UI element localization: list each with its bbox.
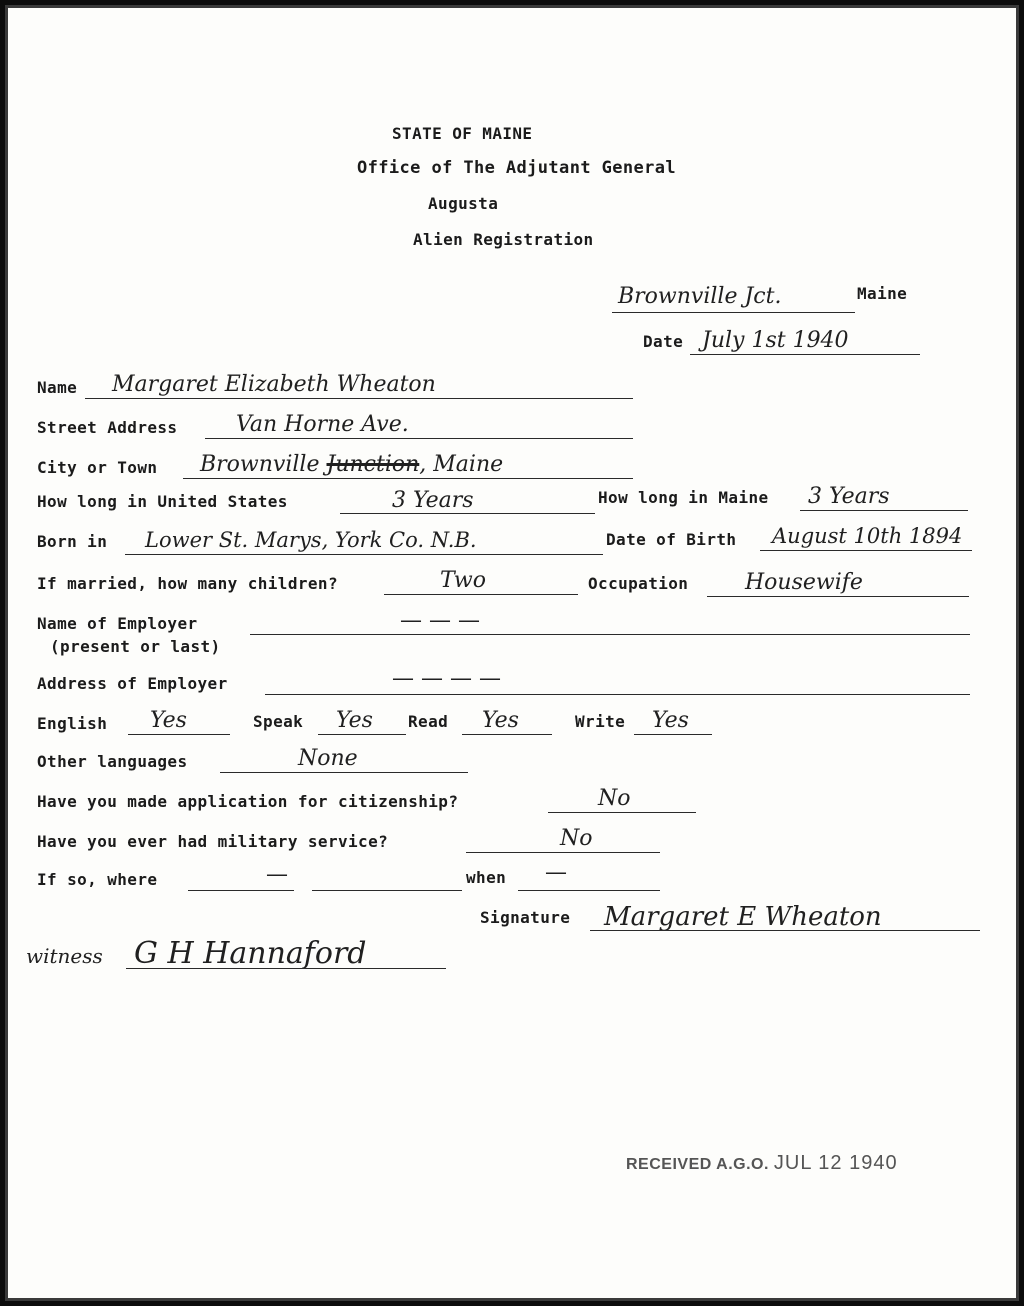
received-stamp-date: JUL 12 1940 xyxy=(773,1152,898,1174)
employer-address-line xyxy=(265,694,970,695)
city-value-town: Brownville xyxy=(200,452,320,477)
occupation-value: Housewife xyxy=(745,570,863,595)
speak-value: Yes xyxy=(336,708,373,733)
city-label: City or Town xyxy=(37,458,158,477)
children-line xyxy=(384,594,578,595)
when-value: — xyxy=(545,860,567,885)
employer-value: — — — xyxy=(400,608,480,633)
dob-value: August 10th 1894 xyxy=(772,524,963,548)
english-line xyxy=(128,734,230,735)
born-line xyxy=(125,554,603,555)
place-value: Brownville Jct. xyxy=(618,284,782,309)
date-value: July 1st 1940 xyxy=(702,328,849,353)
when-label: when xyxy=(466,868,507,887)
date-label: Date xyxy=(643,332,684,351)
us-years-label: How long in United States xyxy=(37,492,288,511)
where-line-b xyxy=(312,890,462,891)
street-line xyxy=(205,438,633,439)
read-line xyxy=(462,734,552,735)
employer-label: Name of Employer xyxy=(37,614,198,633)
born-label: Born in xyxy=(37,532,108,551)
other-languages-label: Other languages xyxy=(37,752,188,771)
employer-line xyxy=(250,634,970,635)
occupation-label: Occupation xyxy=(588,574,689,593)
occupation-line xyxy=(707,596,969,597)
received-stamp xyxy=(626,1152,898,1175)
city-value-struck: Junction xyxy=(326,452,420,477)
maine-years-line xyxy=(800,510,968,511)
other-languages-line xyxy=(220,772,468,773)
us-years-value: 3 Years xyxy=(392,488,474,513)
write-label: Write xyxy=(575,712,626,731)
read-value: Yes xyxy=(482,708,519,733)
place-state-label: Maine xyxy=(857,284,908,303)
other-languages-value: None xyxy=(298,746,358,771)
street-value: Van Horne Ave. xyxy=(236,412,409,437)
military-line xyxy=(466,852,660,853)
city-line xyxy=(183,478,633,479)
signature-value: Margaret E Wheaton xyxy=(604,902,882,932)
born-value: Lower St. Marys, York Co. N.B. xyxy=(145,528,477,552)
header-title: Alien Registration xyxy=(413,230,594,249)
maine-years-label: How long in Maine xyxy=(598,488,769,507)
witness-value: G H Hannaford xyxy=(134,936,367,971)
employer-address-value: — — — — xyxy=(392,666,501,691)
dob-line xyxy=(760,550,972,551)
where-line-a xyxy=(188,890,294,891)
english-label: English xyxy=(37,714,108,733)
city-value xyxy=(200,452,503,477)
name-line xyxy=(85,398,633,399)
read-label: Read xyxy=(408,712,449,731)
citizenship-value: No xyxy=(598,786,631,811)
military-value: No xyxy=(560,826,593,851)
date-line xyxy=(690,354,920,355)
where-value: — xyxy=(266,862,288,887)
speak-label: Speak xyxy=(253,712,304,731)
where-label: If so, where xyxy=(37,870,158,889)
children-label: If married, how many children? xyxy=(37,574,338,593)
children-value: Two xyxy=(440,568,486,593)
street-label: Street Address xyxy=(37,418,178,437)
citizenship-line xyxy=(548,812,696,813)
city-value-state: , Maine xyxy=(419,452,504,477)
header-office: Office of The Adjutant General xyxy=(357,158,677,178)
signature-label: Signature xyxy=(480,908,571,927)
witness-label: witness xyxy=(26,944,103,968)
place-line xyxy=(612,312,855,313)
witness-line xyxy=(126,968,446,969)
speak-line xyxy=(318,734,406,735)
employer-sublabel: (present or last) xyxy=(50,637,221,656)
header-city: Augusta xyxy=(428,194,499,213)
when-line xyxy=(518,890,660,891)
english-value: Yes xyxy=(150,708,187,733)
employer-address-label: Address of Employer xyxy=(37,674,228,693)
us-years-line xyxy=(340,513,595,514)
dob-label: Date of Birth xyxy=(606,530,737,549)
header-state: STATE OF MAINE xyxy=(392,124,533,143)
name-label: Name xyxy=(37,378,78,397)
name-value: Margaret Elizabeth Wheaton xyxy=(112,372,436,397)
maine-years-value: 3 Years xyxy=(808,484,890,509)
received-stamp-prefix: RECEIVED A.G.O. xyxy=(626,1156,769,1173)
citizenship-label: Have you made application for citizenship? xyxy=(37,792,459,811)
write-line xyxy=(634,734,712,735)
signature-line xyxy=(590,930,980,931)
military-label: Have you ever had military service? xyxy=(37,832,389,851)
write-value: Yes xyxy=(652,708,689,733)
